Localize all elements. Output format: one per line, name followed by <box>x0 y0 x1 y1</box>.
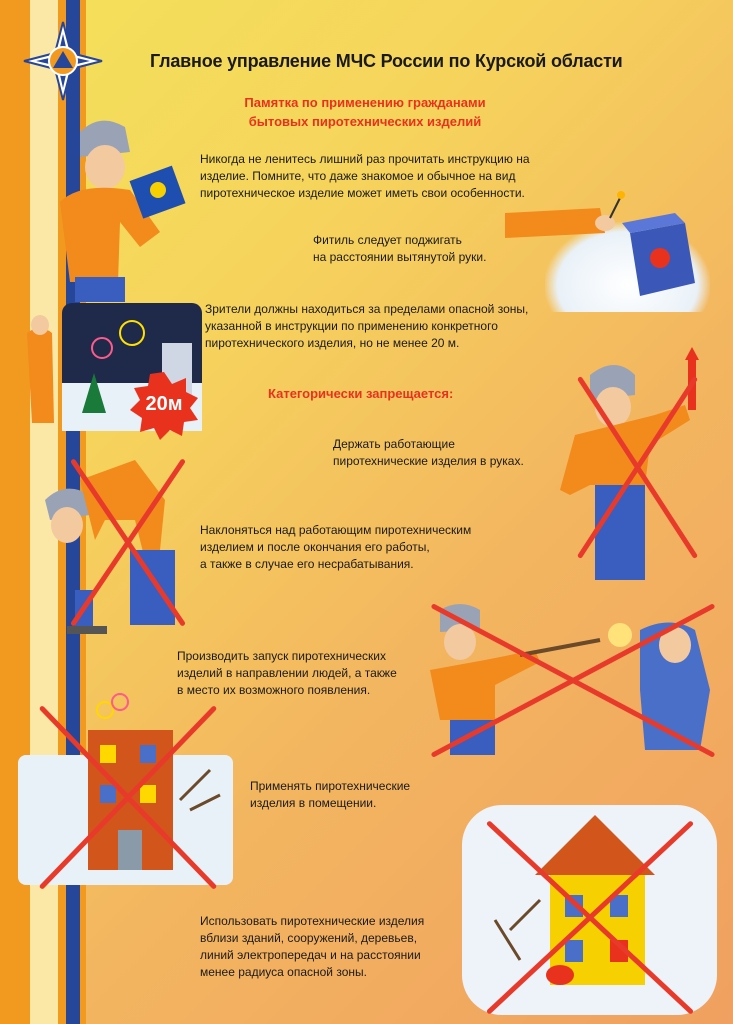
forbidden-towards-people: Производить запуск пиротехнических изделий в направлении людей, а также в место их возможного появления. <box>177 649 397 697</box>
forbidden-hold-in-hands: Держать работающие пиротехнические изделия в руках. <box>333 437 524 468</box>
forbidden-near-buildings: Использовать пиротехнические изделия вблизи зданий, сооружений, деревьев, линий электропередач и на расстоянии менее радиуса опасной зоны. <box>200 914 425 979</box>
hand-igniting-fuse-illustration <box>500 178 710 308</box>
forbidden-indoors: Применять пиротехнические изделия в помещении. <box>250 779 411 810</box>
rule-ignite-fuse: Фитиль следует поджигать на расстоянии вытянутой руки. <box>313 233 487 264</box>
memo-subtitle <box>200 93 530 131</box>
man-reading-instructions-illustration <box>40 112 200 302</box>
rule-spectators: Зрители должны находиться за пределами опасной зоны, указанной в инструкции по применению конкретного пиротехнического изделия, но не менее 20 м. <box>205 302 529 350</box>
badge-20m-label: 20м <box>145 393 183 415</box>
page-title: Главное управление МЧС России по Курской области <box>150 51 623 71</box>
forbidden-heading: Категорически запрещается: <box>268 386 454 401</box>
forbidden-lean-over: Наклоняться над работающим пиротехническим изделием и после окончания его работы, а также в случае его несрабатывания. <box>200 523 472 571</box>
subtitle-line: бытовых пиротехнических изделий <box>248 114 482 129</box>
subtitle-line: Памятка по применению гражданами <box>244 95 486 110</box>
rule-read-instructions: Никогда не ленитесь лишний раз прочитать инструкцию на изделие. Помните, что даже знакомое и обычное на вид пиротехническое изделие может иметь свои особенности. <box>200 152 530 200</box>
mchs-emblem-icon <box>22 20 104 102</box>
